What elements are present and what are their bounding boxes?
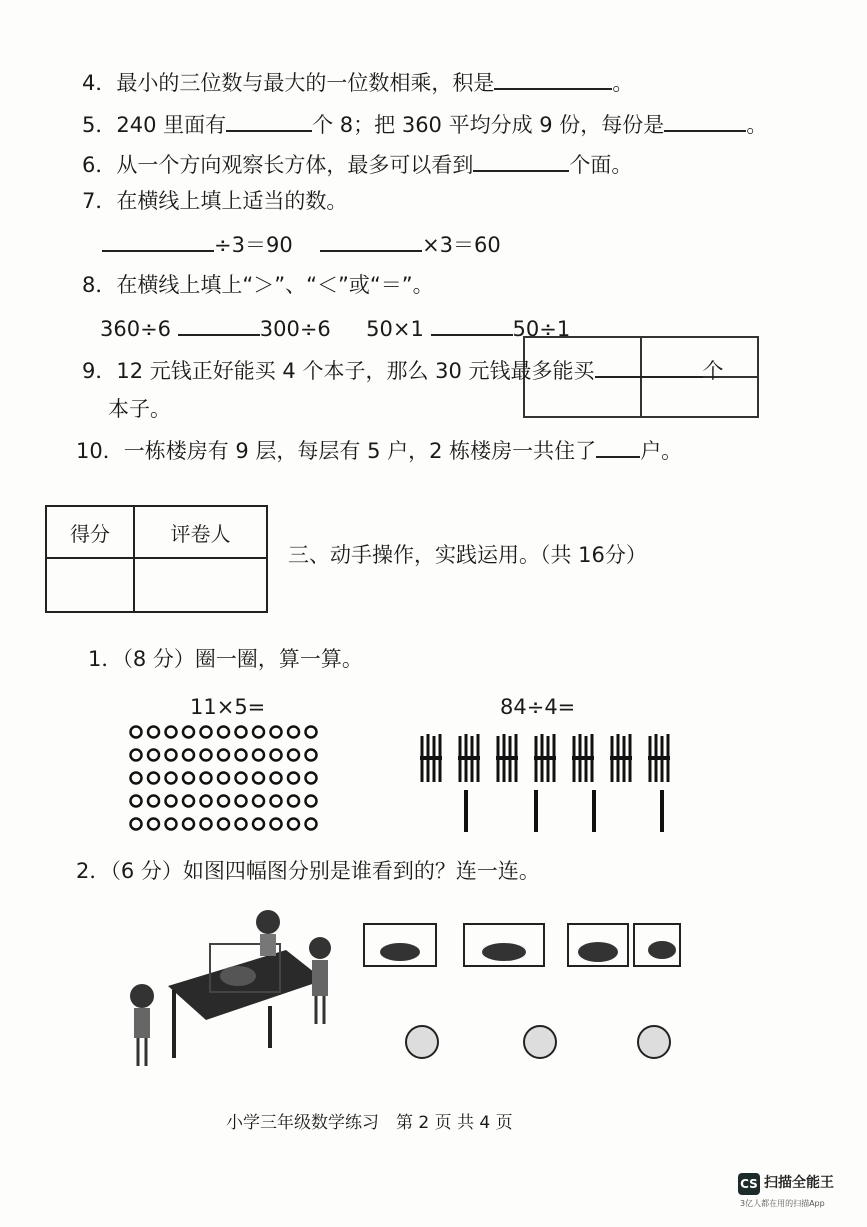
question-4: 4．最小的三位数与最大的一位数相乘，积是 。 <box>82 66 633 98</box>
camscanner-name: 扫描全能王 <box>764 1175 834 1191</box>
grader-label: 评卷人 <box>134 506 267 558</box>
grid-circle <box>306 750 317 761</box>
question-10: 10．一栋楼房有 9 层，每层有 5 户，2 栋楼房一共住了 户。 <box>76 434 682 466</box>
grid-circle <box>288 727 299 738</box>
question-7-equations: ÷3＝90 ×3＝60 <box>102 228 501 260</box>
view-pictures <box>362 920 682 972</box>
score-table <box>45 505 268 613</box>
grid-circle <box>271 773 282 784</box>
grid-circle <box>148 773 159 784</box>
answer-blank[interactable] <box>226 108 312 132</box>
grid-circle <box>218 727 229 738</box>
grid-circle <box>218 819 229 830</box>
grid-circle <box>201 796 212 807</box>
grader-cell[interactable] <box>134 558 267 612</box>
grid-circle <box>306 819 317 830</box>
answer-blank[interactable] <box>595 354 703 378</box>
grid-circle <box>148 727 159 738</box>
grid-circle <box>306 773 317 784</box>
grid-circle <box>201 773 212 784</box>
grid-circle <box>236 727 247 738</box>
question-7: 7．在横线上填上适当的数。 <box>82 189 348 213</box>
grid-circle <box>288 819 299 830</box>
face-3 <box>638 1026 670 1058</box>
answer-blank[interactable] <box>431 312 513 336</box>
answer-blank[interactable] <box>664 108 746 132</box>
question-5: 5．240 里面有 个 8；把 360 平均分成 9 份，每份是 。 <box>82 108 767 140</box>
girl-left <box>130 984 154 1066</box>
grid-circle <box>253 727 264 738</box>
grid-circle <box>183 819 194 830</box>
grid-circle <box>148 750 159 761</box>
grid-circle <box>201 819 212 830</box>
child-faces <box>402 1020 682 1066</box>
grid-circle <box>236 773 247 784</box>
girl-back <box>256 910 280 956</box>
camscanner-logo-icon: CS <box>738 1173 760 1195</box>
question-8: 8．在横线上填上“＞”、“＜”或“＝”。 <box>82 273 434 297</box>
grid-circle <box>131 773 142 784</box>
question-6: 6．从一个方向观察长方体，最多可以看到 个面。 <box>82 148 632 180</box>
grid-circle <box>253 819 264 830</box>
face-2 <box>524 1026 556 1058</box>
grid-circle <box>218 750 229 761</box>
equation-right: 84÷4= <box>500 695 576 719</box>
equation-left: 11×5= <box>190 695 266 719</box>
score-label: 得分 <box>46 506 134 558</box>
grid-circle <box>218 796 229 807</box>
question-9-cont: 本子。 <box>108 397 171 421</box>
grid-circle <box>166 727 177 738</box>
grid-circle <box>131 796 142 807</box>
score-cell[interactable] <box>46 558 134 612</box>
answer-blank[interactable] <box>102 228 214 252</box>
grid-circle <box>236 750 247 761</box>
page-footer: 小学三年级数学练习 第 2 页 共 4 页 <box>226 1113 513 1133</box>
grid-circle <box>148 796 159 807</box>
grid-circle <box>306 727 317 738</box>
turtle-table-illustration <box>118 908 358 1098</box>
grid-circle <box>131 727 142 738</box>
circle-grid <box>128 722 328 838</box>
answer-blank[interactable] <box>320 228 422 252</box>
answer-blank[interactable] <box>494 66 612 90</box>
grid-circle <box>253 750 264 761</box>
grid-circle <box>271 796 282 807</box>
grid-circle <box>288 773 299 784</box>
camscanner-tagline: 3亿人都在用的扫描App <box>740 1199 825 1208</box>
grid-circle <box>148 819 159 830</box>
grid-circle <box>183 750 194 761</box>
grid-circle <box>288 796 299 807</box>
grid-circle <box>166 796 177 807</box>
face-1 <box>406 1026 438 1058</box>
stick-bundles <box>410 730 720 840</box>
grid-circle <box>271 750 282 761</box>
grid-circle <box>236 796 247 807</box>
grid-circle <box>271 727 282 738</box>
grid-circle <box>183 727 194 738</box>
answer-blank[interactable] <box>473 148 569 172</box>
grid-circle <box>166 819 177 830</box>
question-9: 9．12 元钱正好能买 4 个本子，那么 30 元钱最多能买 个 <box>82 354 724 386</box>
grid-circle <box>218 773 229 784</box>
grid-circle <box>131 750 142 761</box>
grid-circle <box>183 773 194 784</box>
grid-circle <box>166 773 177 784</box>
grid-circle <box>236 819 247 830</box>
grid-circle <box>253 796 264 807</box>
grid-circle <box>271 819 282 830</box>
answer-blank[interactable] <box>178 312 260 336</box>
grid-circle <box>201 750 212 761</box>
grid-circle <box>131 819 142 830</box>
answer-blank[interactable] <box>596 434 640 458</box>
grid-circle <box>201 727 212 738</box>
problem-2: 2．（6 分）如图四幅图分别是谁看到的？连一连。 <box>76 859 540 883</box>
grid-circle <box>183 796 194 807</box>
grid-circle <box>306 796 317 807</box>
grid-circle <box>288 750 299 761</box>
grid-circle <box>253 773 264 784</box>
section-3-title: 三、动手操作，实践运用。（共 16分） <box>288 543 647 567</box>
problem-1: 1．（8 分）圈一圈，算一算。 <box>88 647 363 671</box>
boy-right <box>309 937 331 1024</box>
grid-circle <box>166 750 177 761</box>
question-8-comparisons: 360÷6 300÷6 50×1 50÷1 <box>100 312 570 344</box>
